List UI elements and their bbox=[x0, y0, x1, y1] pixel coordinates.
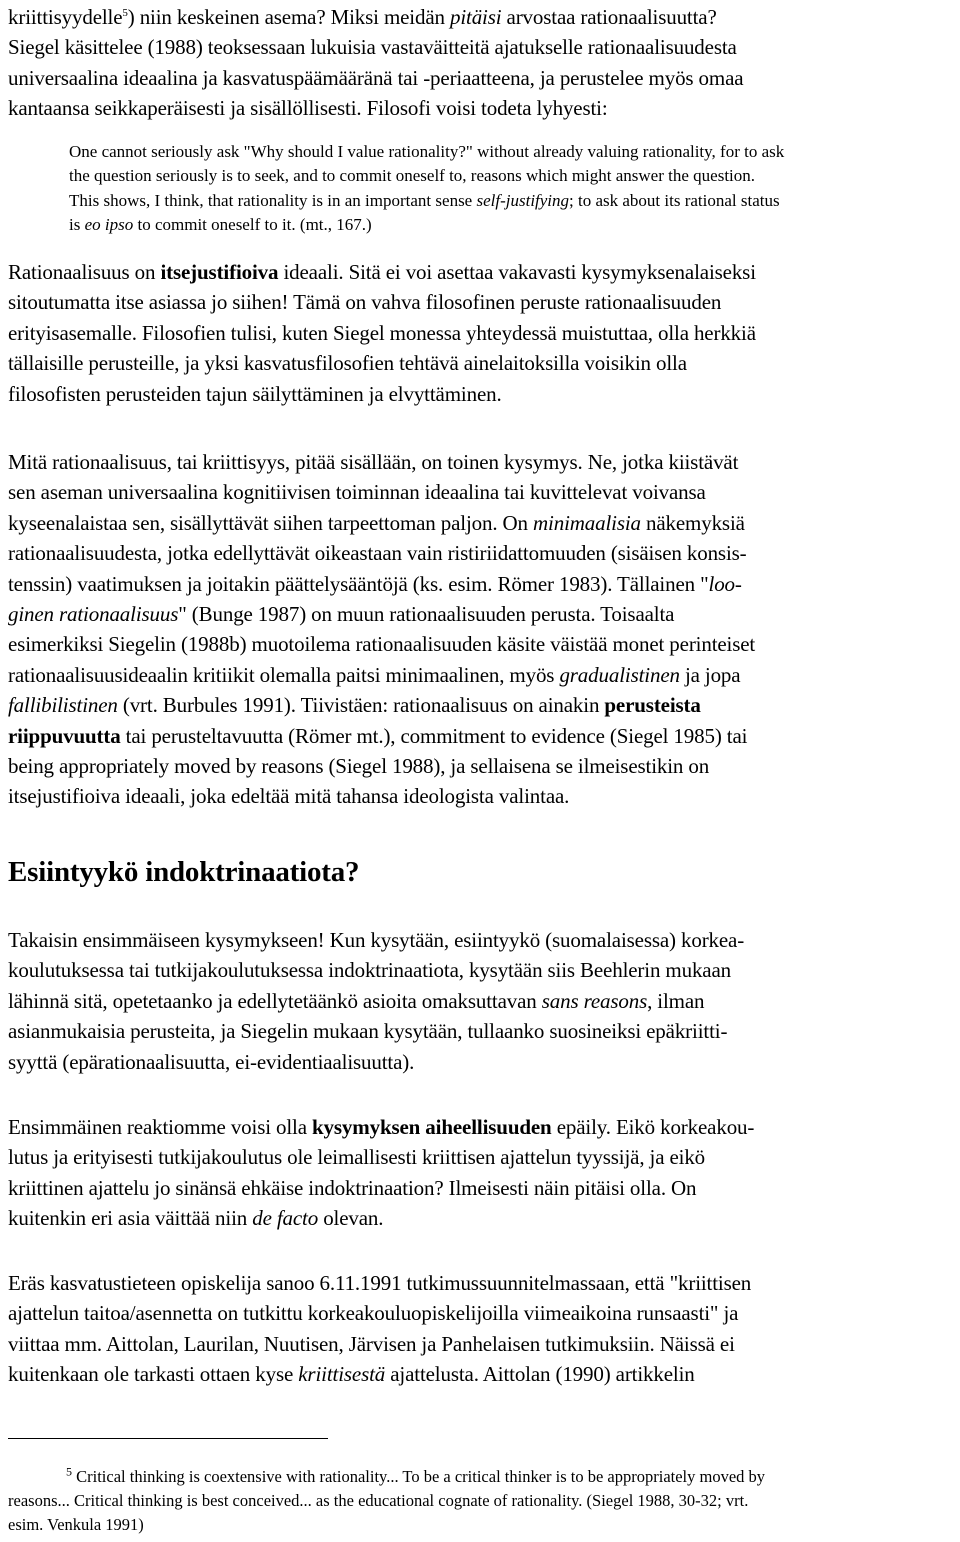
text: ideaali. Sitä ei voi asettaa vakavasti kysymyksenalaiseksi bbox=[278, 260, 756, 284]
text: being appropriately moved by reasons (Siegel 1988), ja sellaisena se ilmeisestikin on bbox=[8, 754, 710, 779]
text-italic: minimaalisia bbox=[533, 510, 641, 535]
text: esimerkiksi Siegelin (1988b) muotoilema rationaalisuuden käsite väistää monet perinteiset bbox=[8, 632, 756, 657]
text: , ilman bbox=[647, 988, 705, 1013]
text: Ensimmäinen reaktiomme voisi olla bbox=[8, 1115, 313, 1139]
paragraph-student bbox=[8, 1268, 751, 1390]
text: filosofisten perusteiden tajun säilyttäminen ja elvyttäminen. bbox=[8, 381, 502, 406]
text: rationaalisuusideaalin kritiikit olemalla paitsi minimaalinen, myös bbox=[8, 662, 560, 687]
text: ) niin keskeinen asema? Miksi meidän bbox=[127, 5, 450, 29]
text: näkemyksiä bbox=[640, 510, 745, 535]
text: kuitenkaan ole tarkasti ottaen kyse bbox=[8, 1362, 299, 1387]
text: lähinnä sitä, opetetaanko ja edellytetäänkö asioita omaksuttavan bbox=[8, 988, 542, 1013]
text: to commit oneself to it. (mt., 167.) bbox=[133, 214, 372, 234]
text: the question seriously is to seek, and to commit oneself to, reasons which might answer the question. bbox=[69, 166, 756, 186]
text-bold: kysymyksen aiheellisuuden bbox=[312, 1115, 552, 1139]
text: kyseenalaistaa sen, sisällyttävät siihen tarpeettoman paljon. On bbox=[8, 510, 534, 535]
text: Rationaalisuus on bbox=[8, 260, 161, 284]
text-italic: fallibilistinen bbox=[8, 693, 118, 718]
footnote-separator bbox=[8, 1438, 328, 1439]
text: ja jopa bbox=[679, 662, 741, 687]
text: syyttä (epärationaalisuutta, ei-evidentiaalisuutta). bbox=[8, 1049, 415, 1074]
text: ; to ask about its rational status bbox=[569, 190, 780, 210]
text: olevan. bbox=[318, 1206, 384, 1231]
text: This shows, I think, that rationality is in an important sense bbox=[69, 190, 477, 210]
text-italic: eo ipso bbox=[84, 214, 134, 234]
text: Takaisin ensimmäiseen kysymykseen! Kun kysytään, esiintyykö (suomalaisessa) korkea- bbox=[8, 928, 745, 952]
text: Siegel käsittelee (1988) teoksessaan lukuisia vastaväitteitä ajatukselle rationaalisuudesta bbox=[8, 35, 737, 60]
text: " (Bunge 1987) on muun rationaalisuuden perusta. Toisaalta bbox=[178, 602, 675, 627]
text: Mitä rationaalisuus, tai kriittisyys, pitää sisällään, on toinen kysymys. Ne, jotka kiistävät bbox=[8, 450, 739, 474]
text: asianmukaisia perusteita, ja Siegelin mukaan kysytään, tullaanko suosineiksi epäkriitti- bbox=[8, 1019, 728, 1044]
paragraph-back bbox=[8, 925, 744, 1077]
text: tällaisille perusteille, ja yksi kasvatusfilosofien tehtävä ainelaitoksilla voisikin olla bbox=[8, 351, 687, 376]
section-heading: Esiintyykö indoktrinaatiota? bbox=[8, 856, 360, 888]
text: epäily. Eikö korkeakou- bbox=[551, 1115, 755, 1139]
text: Critical thinking is coextensive with rationality... To be a critical thinker is to be appropriately moved by bbox=[72, 1467, 766, 1486]
text: koulutuksessa tai tutkijakoulutuksessa indoktrinaatiota, kysytään siis Beehlerin mukaan bbox=[8, 958, 731, 983]
text: kuitenkin eri asia väittää niin bbox=[8, 1206, 253, 1231]
text-italic: self-justifying bbox=[476, 190, 570, 210]
text: erityisasemalle. Filosofien tulisi, kuten Siegel monessa yhteydessä muistuttaa, olla herkkiä bbox=[8, 320, 756, 345]
text: is bbox=[69, 214, 85, 234]
text: reasons... Critical thinking is best conceived... as the educational cognate of rationality. (Siegel 1988, 30-32; vrt. bbox=[8, 1491, 749, 1510]
text: rationaalisuudesta, jotka edellyttävät oikeastaan vain ristiriidattomuuden (sisäisen konsis- bbox=[8, 541, 747, 566]
text-bold: itsejustifioiva bbox=[160, 260, 279, 284]
footnote-number: 5 bbox=[66, 1464, 72, 1479]
text: (vrt. Burbules 1991). Tiivistäen: rationaalisuus on ainakin bbox=[117, 693, 605, 718]
text: tai perusteltavuutta (Römer mt.), commitment to evidence (Siegel 1985) tai bbox=[120, 723, 748, 748]
text: lutus ja erityisesti tutkijakoulutus ole leimallisesti kriittisen ajattelun tyyssijä, ja eikö bbox=[8, 1145, 706, 1170]
text: esim. Venkula 1991) bbox=[8, 1515, 144, 1534]
paragraph-first-reaction bbox=[8, 1112, 754, 1234]
text: tenssin) vaatimuksen ja joitakin päättelysääntöjä (ks. esim. Römer 1983). Tällainen " bbox=[8, 571, 709, 596]
text: Eräs kasvatustieteen opiskelija sanoo 6.11.1991 tutkimussuunnitelmassaan, että "kriittisen bbox=[8, 1271, 752, 1295]
text-italic: ginen rationaalisuus bbox=[8, 602, 179, 627]
text-italic: kriittisestä bbox=[298, 1362, 386, 1387]
text: One cannot seriously ask "Why should I value rationality?" without already valuing rationality, for to ask bbox=[69, 142, 785, 161]
text-italic: de facto bbox=[252, 1206, 319, 1231]
text-italic: pitäisi bbox=[449, 5, 502, 29]
text: sen aseman universaalina kognitiivisen toiminnan ideaalina tai kuvittelevat voivansa bbox=[8, 480, 706, 505]
text: viittaa mm. Aittolan, Laurilan, Nuutisen, Järvisen ja Panhelaisen tutkimuksiin. Näissä ei bbox=[8, 1331, 735, 1356]
paragraph-intro bbox=[8, 2, 743, 124]
text-bold: riippuvuutta bbox=[8, 723, 121, 748]
block-quote bbox=[69, 140, 954, 237]
paragraph-content bbox=[8, 447, 755, 812]
footnote-ref: 5 bbox=[122, 7, 128, 19]
paragraph-rationality bbox=[8, 257, 756, 409]
footnote bbox=[8, 1465, 954, 1537]
text: universaalina ideaalina ja kasvatuspäämääränä tai -periaatteena, ja perustelee myös omaa bbox=[8, 65, 744, 90]
text: arvostaa rationaalisuutta? bbox=[501, 5, 717, 29]
text-italic: loo- bbox=[708, 571, 742, 596]
text: kriittisyydelle bbox=[8, 5, 123, 29]
text-italic: sans reasons bbox=[541, 988, 648, 1013]
text: kriittinen ajattelu jo sinänsä ehkäise indoktrinaation? Ilmeisesti näin pitäisi olla. On bbox=[8, 1175, 697, 1200]
text: itsejustifioiva ideaali, joka edeltää mitä tahansa ideologista valintaa. bbox=[8, 784, 570, 809]
text-italic: gradualistinen bbox=[559, 662, 680, 687]
text: ajattelun taitoa/asennetta on tutkittu korkeakouluopiskelijoilla viimeaikoina runsaasti" ja bbox=[8, 1301, 739, 1326]
text: sitoutumatta itse asiassa jo siihen! Tämä on vahva filosofinen peruste rationaalisuuden bbox=[8, 290, 722, 315]
text-bold: perusteista bbox=[604, 693, 701, 718]
text: kantaansa seikkaperäisesti ja sisällöllisesti. Filosofi voisi todeta lyhyesti: bbox=[8, 96, 608, 121]
text: ajattelusta. Aittolan (1990) artikkelin bbox=[385, 1362, 695, 1387]
